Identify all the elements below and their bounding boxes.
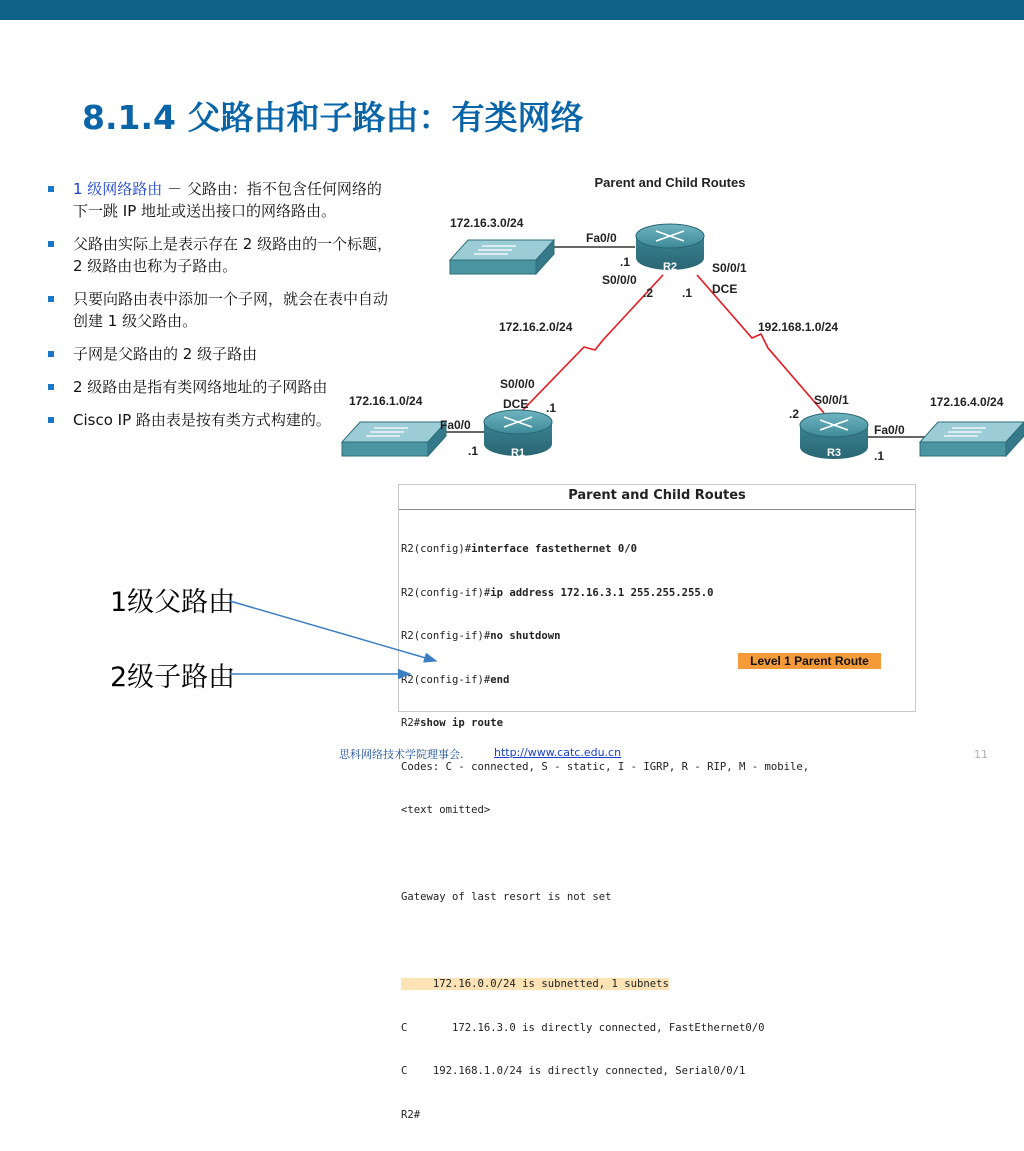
- r2-s000-ip: .2: [643, 286, 654, 300]
- bullet-text: Cisco IP 路由表是按有类方式构建的。: [73, 411, 331, 429]
- line-prompt: R2(config-if)#: [401, 673, 491, 686]
- net-r3-lan: 172.16.4.0/24: [930, 395, 1004, 409]
- parent-route-text: 172.16.0.0/24 is subnetted, 1 subnets: [401, 978, 669, 990]
- footer-org: 思科网络技术学院理事会.: [339, 748, 464, 761]
- r2-s000-label: S0/0/0: [602, 273, 637, 287]
- line-command: no shutdown: [490, 630, 561, 642]
- r2-fa-ip: .1: [620, 255, 631, 269]
- panel-title: Parent and Child Routes: [568, 488, 746, 503]
- bullet-text: 父路由实际上是表示存在 2 级路由的一个标题，2 级路由也称为子路由。: [73, 235, 393, 275]
- r1-dce-label: DCE: [503, 397, 529, 411]
- r3-fa-label: Fa0/0: [874, 423, 905, 437]
- parent-route-label: 1级父路由: [110, 587, 236, 618]
- bullet-text: 子网是父路由的 2 级子路由: [73, 345, 258, 363]
- footer-link[interactable]: http://www.catc.edu.cn: [494, 746, 622, 759]
- line-prompt: R2(config-if)#: [401, 630, 491, 642]
- parent-route-line: [401, 977, 913, 992]
- r3-fa-ip: .1: [874, 449, 885, 463]
- parent-route-tag: Level 1 Parent Route: [738, 653, 881, 669]
- r3-s-ip: .2: [789, 407, 800, 421]
- child-route-line: C 172.16.3.0 is directly connected, FastEthernet0/0: [401, 1021, 765, 1034]
- bullet-text: 2 级路由是指有类网络地址的子网路由: [73, 378, 328, 396]
- terminal-line: <text omitted>: [401, 804, 491, 816]
- line-command: end: [490, 673, 510, 686]
- line-prompt: R2(config)#: [401, 543, 472, 555]
- terminal-line: Gateway of last resort is not set: [401, 891, 612, 903]
- line-prompt: R2(config-if)#: [401, 586, 491, 599]
- bullet-text: － 父路由：指不包含任何网络的下一跳 IP 地址或送出接口的网络路由。: [73, 180, 382, 220]
- r1-fa-label: Fa0/0: [440, 418, 471, 432]
- r2-s001-label: S0/0/1: [712, 261, 747, 275]
- parent-arrow: [230, 601, 436, 661]
- terminal-line: C 192.168.1.0/24 is directly connected, Serial0/0/1: [401, 1065, 746, 1077]
- page-number: 11: [974, 748, 988, 761]
- line-command: ip address 172.16.3.1 255.255.255.0: [490, 586, 714, 599]
- net-r1-r2: 172.16.2.0/24: [499, 320, 573, 334]
- r1-fa-ip: .1: [468, 444, 479, 458]
- net-r1-lan: 172.16.1.0/24: [349, 394, 423, 408]
- r1-s-ip: .1: [546, 401, 557, 415]
- r2-s001-ip: .1: [682, 286, 693, 300]
- terminal-line: [401, 934, 913, 949]
- bullet-text: 只要向路由表中添加一个子网，就会在表中自动创建 1 级父路由。: [73, 290, 389, 330]
- slide-title: 8.1.4 父路由和子路由：有类网络: [82, 98, 584, 137]
- r1-s000-label: S0/0/0: [500, 377, 535, 391]
- line-command: show ip route: [420, 717, 504, 729]
- router-label-r2: R2: [662, 261, 678, 273]
- bullet-highlight: 1 级网络路由: [73, 180, 163, 198]
- child-route-label: 2级子路由: [110, 662, 236, 693]
- r2-fa-label: Fa0/0: [586, 231, 617, 245]
- line-command: interface fastethernet 0/0: [471, 543, 637, 555]
- terminal-line: Codes: C - connected, S - static, I - IGRP, R - RIP, M - mobile,: [401, 760, 810, 773]
- diagram-title: Parent and Child Routes: [594, 175, 746, 190]
- net-r2-lan: 172.16.3.0/24: [450, 216, 524, 230]
- router-label-r3: R3: [826, 447, 842, 459]
- line-prompt: R2#: [401, 717, 421, 729]
- router-label-r1: R1: [510, 447, 526, 459]
- r3-s001-label: S0/0/1: [814, 393, 849, 407]
- terminal-line: R2#: [401, 1108, 421, 1121]
- r2-dce-label: DCE: [712, 282, 738, 296]
- net-r2-r3: 192.168.1.0/24: [758, 320, 839, 334]
- terminal-line: [401, 847, 913, 862]
